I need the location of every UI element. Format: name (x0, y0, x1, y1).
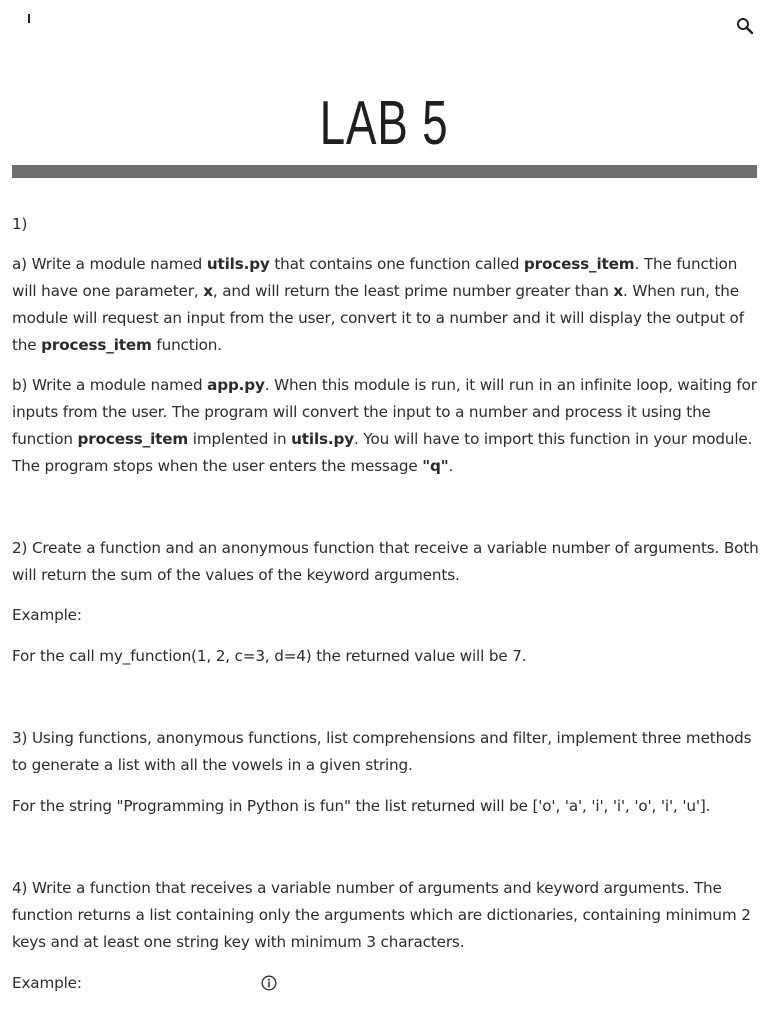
question-1a (12, 251, 760, 359)
bold-term: process_item (41, 336, 152, 354)
text-segment: . The function will have one parameter, (12, 255, 738, 300)
text-segment: . You will have to import this function in your module. The program stops when the user enters the message (12, 430, 753, 475)
question-2-example-label: Example: (12, 606, 82, 624)
text-segment: that contains one function called (269, 255, 524, 273)
question-4-example-row (12, 970, 760, 997)
bold-term: process_item (77, 430, 189, 448)
bold-term: x (203, 282, 213, 300)
bold-term: utils.py (291, 430, 354, 448)
question-3: 3) Using functions, anonymous functions, list comprehensions and filter, implement three methods to generate a list with all the vowels in a given string. (12, 729, 752, 774)
question-4-example-label: Example: (12, 974, 82, 992)
text-segment: implented in (188, 430, 292, 448)
question-1b (12, 372, 760, 480)
question-2-example: For the call my_function(1, 2, c=3, d=4) the returned value will be 7. (12, 647, 527, 665)
bold-term: utils.py (206, 255, 270, 273)
page-title: LAB 5 (319, 89, 449, 158)
bold-term: process_item (523, 255, 635, 273)
title-divider (12, 165, 757, 178)
text-segment: function. (151, 336, 222, 354)
text-segment: . (448, 457, 454, 475)
question-4: 4) Write a function that receives a variable number of arguments and keyword arguments. The function returns a list containing only the arguments which are dictionaries, containing minimum 2 keys and at least one string key with minimum 3 characters. (12, 879, 751, 951)
text-segment: a) Write a module named (12, 255, 207, 273)
question-3-example: For the string "Programming in Python is fun" the list returned will be ['o', 'a', 'i', 'i', 'o', 'i', 'u']. (12, 797, 711, 815)
search-icon[interactable] (736, 17, 754, 35)
info-icon[interactable] (261, 975, 277, 991)
text-segment: b) Write a module named (12, 376, 208, 394)
question-1-number: 1) (12, 215, 28, 233)
bold-term: x (613, 282, 624, 300)
menu-icon[interactable] (28, 14, 30, 23)
lab-content (12, 211, 760, 997)
text-segment: . When this module is run, it will run in an infinite loop, waiting for inputs from the user. The program will convert the input to a number and process it using the function (12, 376, 757, 448)
bold-term: app.py (207, 376, 265, 394)
text-segment: , and will return the least prime number greater than (212, 282, 614, 300)
text-segment: . When run, the module will request an input from the user, convert it to a number and it will display the output of the (12, 282, 744, 354)
question-2: 2) Create a function and an anonymous function that receive a variable number of arguments. Both will return the sum of the values of the keyword arguments. (12, 539, 759, 584)
bold-term: "q" (422, 457, 449, 475)
